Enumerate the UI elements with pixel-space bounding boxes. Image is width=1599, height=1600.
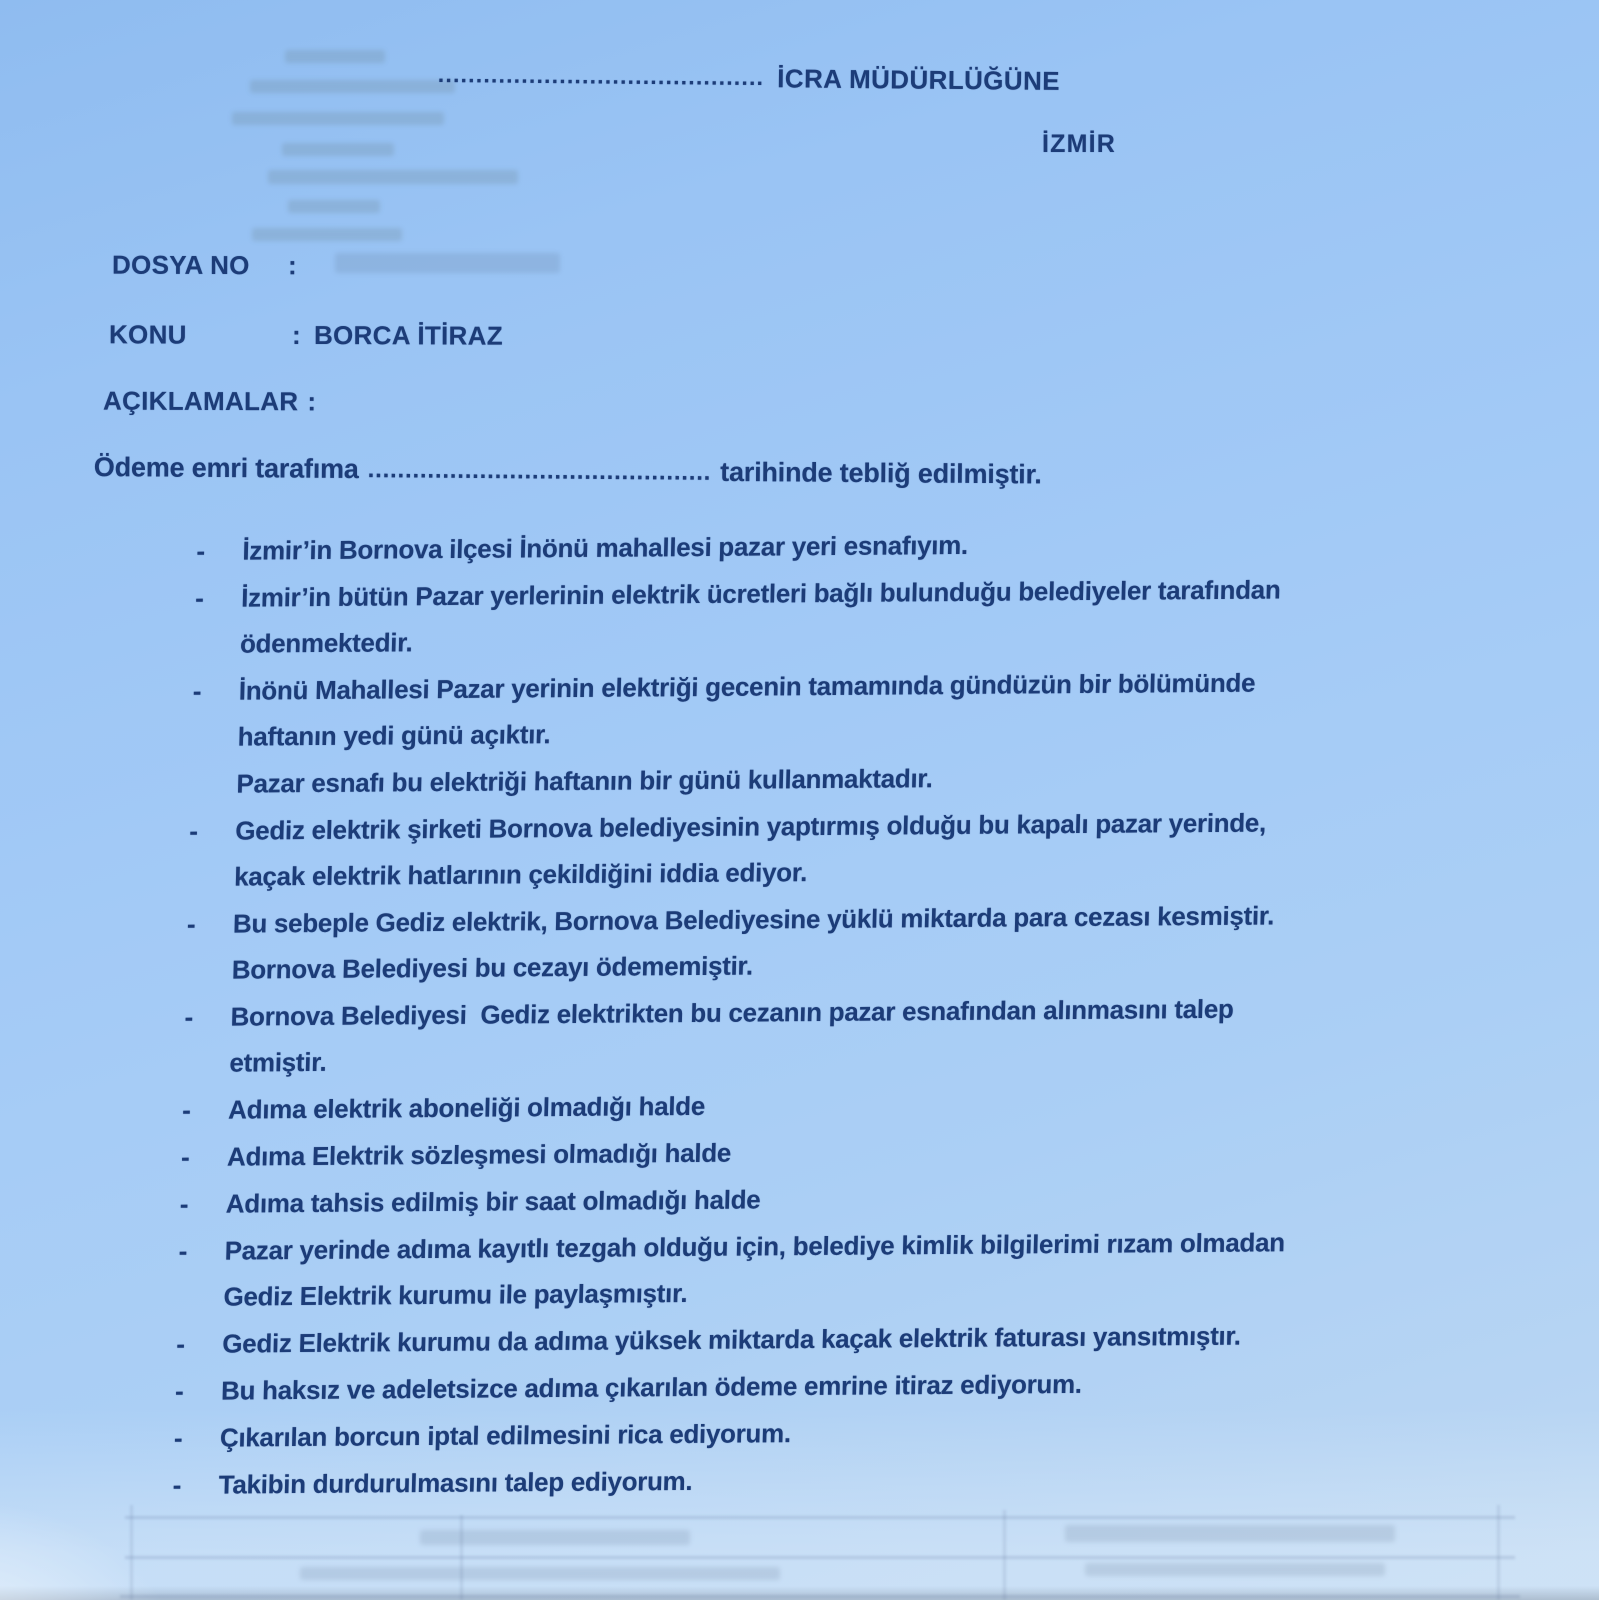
list-item-text: Gediz elektrik şirketi Bornova belediyesinin yaptırmış olduğu bu kapalı pazar yerinde, kaçak elektrik hatlarının çekildiğini iddia ediyor. [233,807,1267,892]
bleed-through-table-line [1003,1510,1006,1600]
field-label: DOSYA NO [111,249,250,281]
bullet-dash: - [181,1094,192,1125]
field-label: AÇIKLAMALAR [102,385,299,417]
field-colon: : [291,319,302,350]
document-title: İCRA MÜDÜRLÜĞÜNE [777,63,1061,96]
bleed-through-artifact [268,170,518,184]
list-item-text: Pazar yerinde adıma kayıtlı tezgah olduğu için, belediye kimlik bilgilerimi rızam olmadan Gediz Elektrik kurumu ile paylaşmıştır. [223,1227,1286,1312]
bleed-through-artifact [1085,1563,1385,1576]
field-aciklamalar [103,386,329,418]
bullet-dash: - [173,1422,183,1453]
bleed-through-table-line [125,1516,1515,1519]
bleed-through-artifact [232,112,444,125]
intro-sentence [94,452,1042,490]
bullet-dash: - [179,1188,189,1219]
bullet-dash [190,761,237,807]
list-item [193,565,1506,667]
list-item-text: Adıma elektrik aboneliği olmadığı halde [227,1090,706,1125]
bullet-dash: - [174,1375,184,1406]
list-item-text: Bornova Belediyesi Gediz elektrikten bu cezanın pazar esnafından alınmasını talep etmiştir. [229,993,1234,1078]
bleed-through-table-line [125,1556,1515,1559]
list-item [185,891,1498,993]
bleed-through-table-line [120,1595,1520,1598]
bullet-dash: - [178,1235,188,1266]
statement-list [172,518,1507,1509]
list-item-text: Bu haksız ve adeletsizce adıma çıkarılan ödeme emrine itiraz ediyorum. [220,1368,1083,1406]
bleed-through-artifact [335,253,560,273]
bullet-dash: - [180,1141,190,1172]
list-item [183,984,1496,1086]
intro-suffix: tarihinde tebliğ edilmiştir. [720,456,1042,490]
bleed-through-artifact [282,143,394,156]
city-label: İZMİR [1042,130,1117,158]
list-item [172,1452,1483,1508]
list-item-text: Çıkarılan borcun iptal edilmesini rica ediyorum. [219,1418,792,1453]
bullet-dash: - [192,675,202,706]
bleed-through-artifact [252,228,402,241]
list-item-text: Takibin durdurulmasını talep ediyorum. [218,1465,693,1500]
list-item-text: Pazar esnafı bu elektriği haftanın bir günü kullanmaktadır. [236,763,934,799]
field-dosya-no [112,250,310,282]
list-item [191,658,1504,760]
bleed-through-table-line [130,1505,133,1600]
list-item-text: Gediz Elektrik kurumu da adıma yüksek miktarda kaçak elektrik faturası yansıtmıştır. [221,1320,1242,1359]
list-item-text: Adıma Elektrik sözleşmesi olmadığı halde [226,1137,732,1172]
bullet-dash: - [175,1328,186,1359]
field-label: KONU [108,319,187,350]
bullet-dash: - [196,535,206,566]
list-item [188,798,1501,900]
bleed-through-artifact [300,1567,780,1580]
bullet-dash: - [172,1469,182,1500]
list-item-text: İnönü Mahallesi Pazar yerinin elektriği gecenin tamamında gündüzün bir bölümünde haftanın yedi günü açıktır. [237,667,1256,752]
bullet-dash: - [188,815,199,846]
bullet-dash: - [184,1001,194,1032]
date-blank-dots: .............................................. [367,456,712,486]
list-item-text: Bu sebeple Gediz elektrik, Bornova Belediyesine yüklü miktarda para cezası kesmiştir. Bornova Belediyesi bu cezayı ödememiştir. [231,900,1275,985]
bleed-through-artifact [285,50,385,63]
bleed-through-artifact [250,80,455,93]
list-item-text: Adıma tahsis edilmiş bir saat olmadığı halde [225,1184,761,1219]
bleed-through-table-line [1497,1505,1500,1600]
list-item [177,1218,1490,1320]
list-item-text: İzmir’in bütün Pazar yerlerinin elektrik ücretleri bağlı bulunduğu belediyeler tarafından ödenmektedir. [239,574,1281,659]
bleed-through-table-line [460,1515,463,1600]
bullet-dash: - [186,908,196,939]
bleed-through-artifact [420,1530,690,1545]
field-konu [109,319,503,351]
bleed-through-artifact [288,200,380,213]
intro-prefix: Ödeme emri tarafıma [93,452,359,485]
field-colon: : [287,250,298,281]
document-header [438,60,1060,97]
field-colon: : [307,386,317,417]
bullet-dash: - [194,582,204,613]
list-item-text: İzmir’in Bornova ilçesi İnönü mahallesi pazar yeri esnafıyım. [242,529,969,566]
bleed-through-artifact [1065,1525,1395,1542]
addressee-blank-dots: ........................................... [437,60,765,91]
field-value: BORCA İTİRAZ [313,320,503,351]
